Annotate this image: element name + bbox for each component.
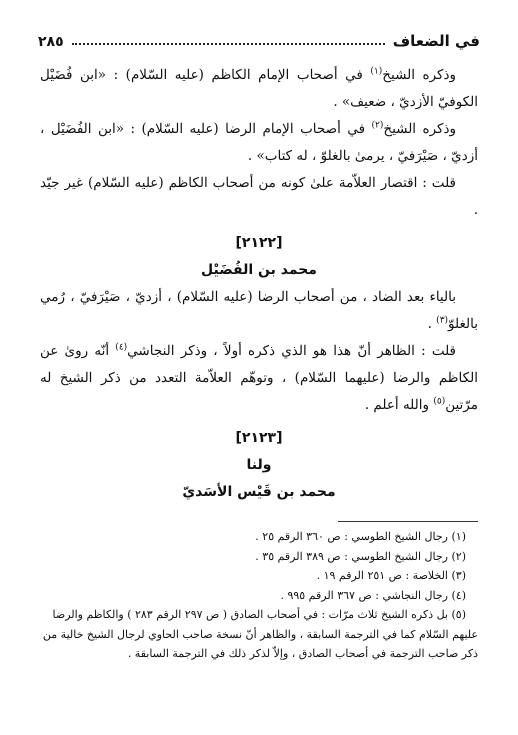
footnote-1: (١) رجال الشيخ الطوسي : ص ٣٦٠ الرقم ٢٥ . bbox=[255, 530, 466, 543]
paragraph-text: وذكره الشيخ bbox=[383, 121, 456, 137]
paragraph-text: قلت : الظاهر أنّ هذا هو الذي ذكره أولاً ، وذكر النجاشي bbox=[127, 343, 456, 359]
footnotes bbox=[40, 527, 478, 664]
paragraph-text: وذكره الشيخ bbox=[382, 67, 456, 83]
entry-number: [٢١٢٢] bbox=[235, 235, 283, 251]
page-number: ٢٨٥ bbox=[38, 34, 64, 50]
header-dotted-leader bbox=[72, 43, 385, 45]
paragraph-text: أنّه روىٰ عن الكاظم والرضا (عليهما السّلام) ، وتوهّم العلاّمة التعدد من ذكر الشيخ له مرّتين bbox=[40, 343, 478, 413]
footnote-5-line-3: ذكر صاحب الترجمة في أصحاب الصادق ، وإلاّ لذكر ذلك في الترجمة السابقة . bbox=[127, 647, 478, 660]
paragraph-text: بالياء بعد الضاد ، من أصحاب الرضا (عليه السّلام) ، أزديّ ، صَيْرَفيّ ، رُمي بالغلوّ bbox=[40, 289, 478, 332]
footnote-ref[interactable]: (٣) bbox=[436, 315, 449, 326]
footnote-ref[interactable]: (١) bbox=[370, 66, 383, 77]
entry-subheading: ولنا bbox=[246, 457, 272, 473]
footnote-2: (٢) رجال الشيخ الطوسي : ص ٣٨٩ الرقم ٣٥ . bbox=[255, 549, 466, 563]
paragraph-entry-description bbox=[40, 284, 478, 338]
running-title: في الضعاف bbox=[392, 32, 480, 50]
running-header bbox=[38, 30, 480, 50]
entry-heading: محمد بن الفُضَيْل bbox=[201, 262, 317, 278]
footnote-5-line-2: عليهم السّلام كما في الترجمة السابقة ، والظاهر أنّ نسخة صاحب الحاوي لرجال الشيخ خالية من bbox=[42, 627, 478, 641]
footnote-4: (٤) رجال النجاشي : ص ٣٦٧ الرقم ٩٩٥ . bbox=[280, 588, 466, 602]
paragraph-text: في أصحاب الإمام الكاظم (عليه السّلام) : «ابن فُضَيْل الكوفيّ الأزديّ ، ضعيف» . bbox=[40, 67, 478, 110]
paragraph-rida bbox=[40, 116, 478, 170]
footnote-ref[interactable]: (٢) bbox=[371, 120, 384, 131]
paragraph-commentary bbox=[40, 338, 478, 419]
footnote-5-line-1: (٥) بل ذكره الشيخ ثلاث مرّات : في أصحاب الصادق ( ص ٢٩٧ الرقم ٢٨٣ ) والكاظم والرضا bbox=[52, 608, 466, 621]
footnote-ref[interactable]: (٤) bbox=[115, 342, 128, 353]
entry-heading: محمد بن قَيْس الأسَديّ bbox=[182, 484, 336, 500]
paragraph-text: والله أعلم . bbox=[364, 397, 434, 413]
footnote-ref[interactable]: (٥) bbox=[433, 396, 446, 407]
footnote-separator bbox=[338, 521, 478, 522]
entry-number: [٢١٢٣] bbox=[235, 430, 283, 446]
paragraph-text: في أصحاب الإمام الرضا (عليه السّلام) : «ابن الفُضَيْل ، أزديّ ، صَيْرَفيّ ، يرمىٰ بالغلوّ ، له كتاب» . bbox=[40, 121, 478, 164]
paragraph-kazim bbox=[40, 62, 478, 116]
main-text bbox=[40, 62, 478, 506]
paragraph-comment: قلت : اقتصار العلاّمة علىٰ كونه من أصحاب الكاظم (عليه السّلام) غير جيّد . bbox=[40, 175, 478, 218]
paragraph-text: . bbox=[427, 316, 437, 332]
footnote-3: (٣) الخلاصة : ص ٢٥١ الرقم ١٩ . bbox=[316, 569, 466, 582]
